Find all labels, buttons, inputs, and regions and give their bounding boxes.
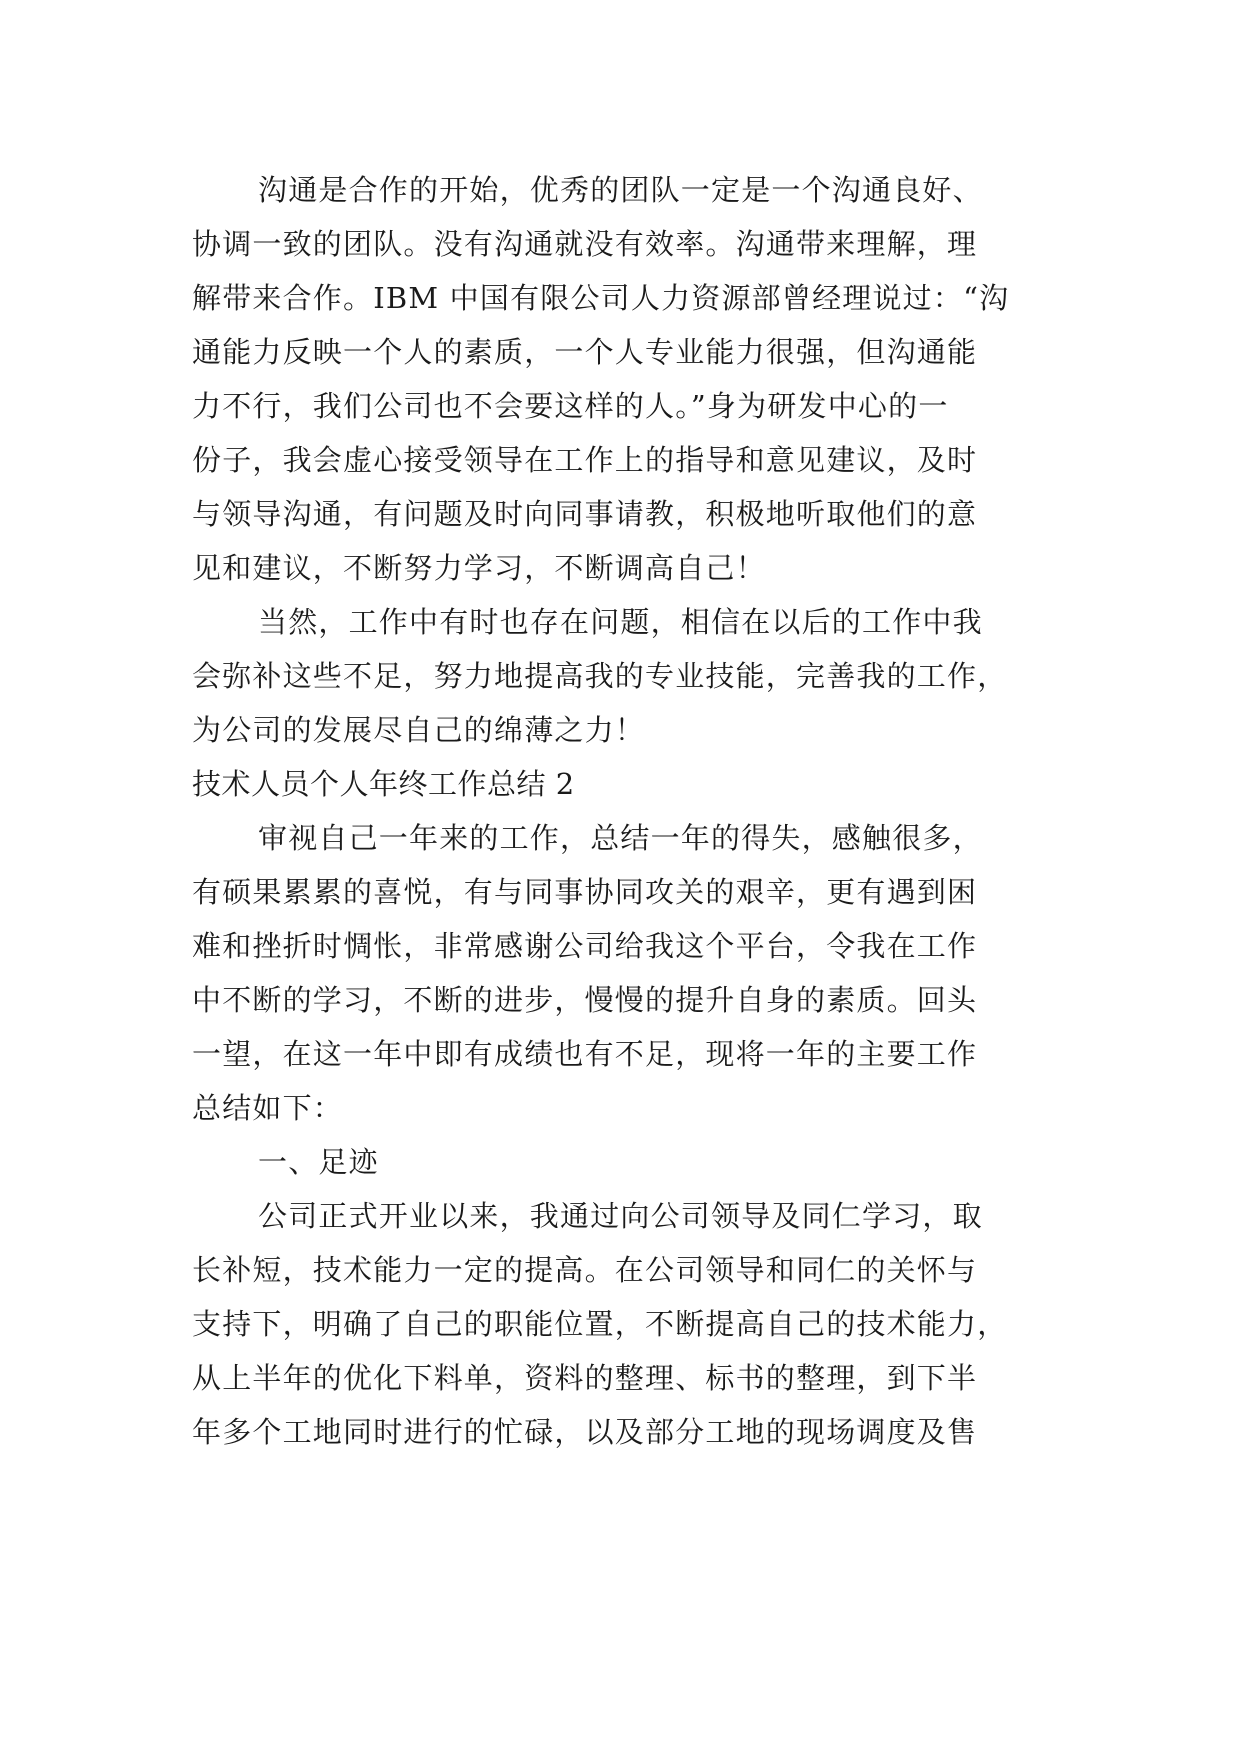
paragraph-line: 总结如下： [192,1091,344,1125]
paragraph-line: 支持下，明确了自己的职能位置，不断提高自己的技术能力， [192,1307,1008,1341]
paragraph-line: 会弥补这些不足，努力地提高我的专业技能，完善我的工作， [192,659,1008,693]
paragraph-line: 见和建议，不断努力学习，不断调高自己！ [192,551,766,585]
paragraph-line: 有硕果累累的喜悦，有与同事协同攻关的艰辛，更有遇到困 [192,875,978,909]
paragraph-line: 公司正式开业以来，我通过向公司领导及同仁学习，取 [258,1199,983,1233]
paragraph-line: 长补短，技术能力一定的提高。在公司领导和同仁的关怀与 [192,1253,978,1287]
paragraph-line: 力不行，我们公司也不会要这样的人。”身为研发中心的一 [192,389,949,423]
paragraph-line: 难和挫折时惆怅，非常感谢公司给我这个平台，令我在工作 [192,929,978,963]
paragraph-line: 中不断的学习，不断的进步，慢慢的提升自身的素质。回头 [192,983,978,1017]
paragraph-line: 沟通是合作的开始，优秀的团队一定是一个沟通良好、 [258,173,983,207]
paragraph-line: 份子，我会虚心接受领导在工作上的指导和意见建议，及时 [192,443,978,477]
paragraph-line: 从上半年的优化下料单，资料的整理、标书的整理，到下半 [192,1361,978,1395]
paragraph-line: 解带来合作。IBM 中国有限公司人力资源部曾经理说过：“沟 [192,281,1010,315]
paragraph-line: 为公司的发展尽自己的绵薄之力！ [192,713,646,747]
paragraph-line: 与领导沟通，有问题及时向同事请教，积极地听取他们的意 [192,497,978,531]
paragraph-line: 通能力反映一个人的素质，一个人专业能力很强，但沟通能 [192,335,978,369]
paragraph-line: 协调一致的团队。没有沟通就没有效率。沟通带来理解，理 [192,227,978,261]
paragraph-line: 一望，在这一年中即有成绩也有不足，现将一年的主要工作 [192,1037,978,1071]
subsection-heading: 一、足迹 [258,1145,379,1179]
paragraph-line: 审视自己一年来的工作，总结一年的得失，感触很多， [258,821,983,855]
section-heading: 技术人员个人年终工作总结 2 [192,767,575,801]
paragraph-line: 当然，工作中有时也存在问题，相信在以后的工作中我 [258,605,983,639]
paragraph-line: 年多个工地同时进行的忙碌，以及部分工地的现场调度及售 [192,1415,978,1449]
